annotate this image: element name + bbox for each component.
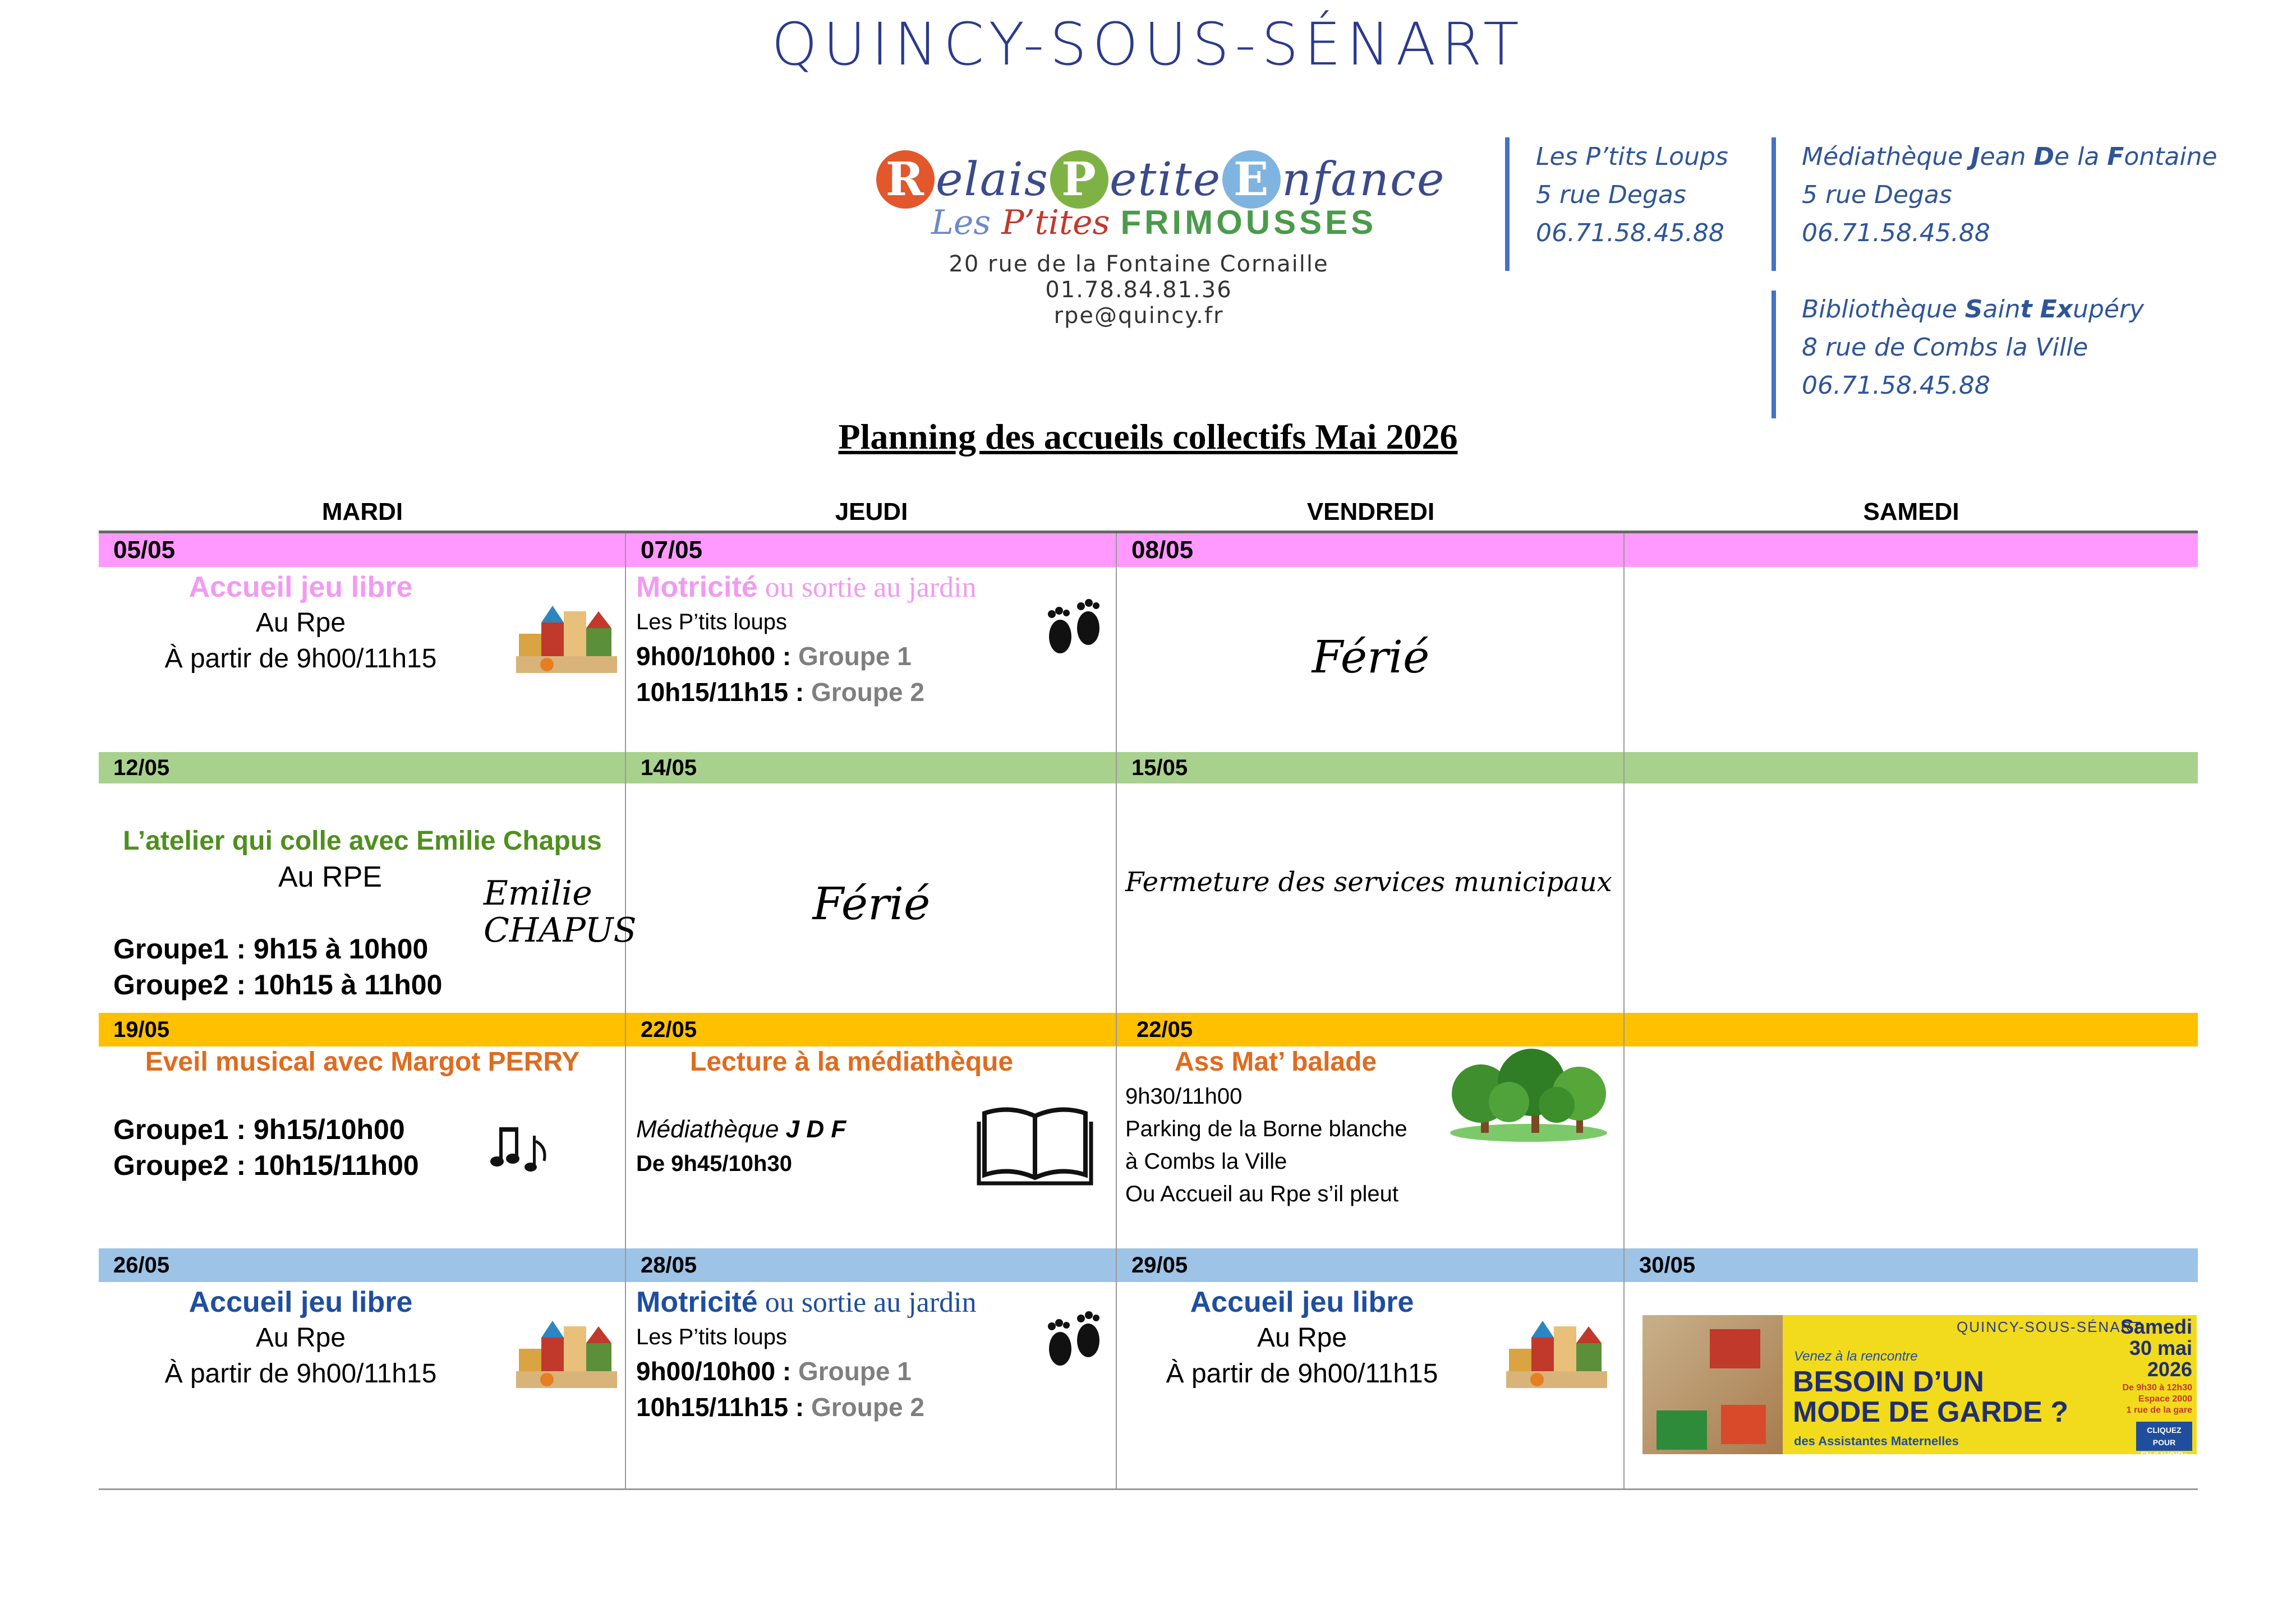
- name-part: Ex: [2040, 295, 2073, 324]
- activity-location: Au RPE: [278, 861, 382, 893]
- date-label: 15/05: [1131, 755, 1188, 780]
- rpe-letter-e: E: [1222, 150, 1281, 209]
- rpe-logo-line1: [875, 150, 1445, 209]
- activity-title: Motricité: [636, 571, 758, 603]
- date-label: 22/05: [641, 1017, 697, 1042]
- blocks-icon: [513, 600, 620, 679]
- banner-date-line: 2026: [2147, 1358, 2192, 1381]
- name-part: Bibliothèque: [1802, 295, 1965, 324]
- blocks-icon: [513, 1315, 620, 1394]
- name-part: S: [1964, 295, 1983, 324]
- banner-date-line: Samedi: [2120, 1315, 2192, 1338]
- contact-address: 8 rue de Combs la Ville: [1802, 333, 2088, 362]
- activity-note: Ou Accueil au Rpe s’il pleut: [1125, 1182, 1398, 1206]
- activity-time: De 9h45/10h30: [636, 1151, 792, 1176]
- activity-place: à Combs la Ville: [1125, 1149, 1287, 1174]
- group-label: Groupe 1: [791, 642, 912, 671]
- blocks-icon: [1503, 1315, 1610, 1394]
- time-slot: 10h15/11h15 :: [636, 677, 804, 707]
- name-part: t: [2020, 295, 2032, 324]
- column-header-vendredi: VENDREDI: [1306, 498, 1435, 525]
- column-header-jeudi: JEUDI: [835, 498, 908, 525]
- group-label: Groupe 2: [804, 677, 924, 707]
- logo-line: Emilie: [484, 874, 592, 913]
- time-slot: 9h00/10h00 :: [636, 1357, 792, 1386]
- activity-title: Accueil jeu libre: [188, 571, 413, 603]
- activity-title: Lecture à la médiathèque: [690, 1047, 1014, 1077]
- group-slot: Groupe2 : 10h15 à 11h00: [113, 969, 443, 1000]
- rpe-phone: 01.78.84.81.36: [1045, 277, 1232, 303]
- banner-block: [1721, 1405, 1766, 1444]
- activity-title: Accueil jeu libre: [1190, 1286, 1414, 1318]
- cell-accueil-jeu-libre: [99, 1284, 503, 1392]
- music-notes-icon: [488, 1124, 555, 1175]
- banner-headline-line: MODE DE GARDE ?: [1793, 1396, 2069, 1428]
- banner-block: [1710, 1329, 1760, 1368]
- date-label: 07/05: [641, 536, 703, 564]
- activity-title: Accueil jeu libre: [188, 1286, 413, 1318]
- contact-address: 5 rue Degas: [1802, 181, 1952, 209]
- grid-line: [99, 1488, 2198, 1490]
- activity-title: Ass Mat’ balade: [1175, 1047, 1377, 1077]
- banner-cta-line: EN SAVOIR+: [2140, 1450, 2188, 1459]
- contact-name: [1802, 138, 2217, 176]
- name-part: ean: [1980, 142, 2034, 171]
- contact-name: Les P’tits Loups: [1536, 142, 1728, 171]
- emilie-chapus-logo: [484, 875, 637, 949]
- banner-date-line: 30 mai: [2129, 1336, 2192, 1359]
- cell-motricite: [636, 1284, 1107, 1425]
- date-label: 14/05: [641, 755, 697, 780]
- activity-location: Les P’tits loups: [636, 1325, 788, 1349]
- name-part: D: [2033, 142, 2055, 171]
- contact-phone: 06.71.58.45.88: [1536, 219, 1724, 247]
- contact-address: 5 rue Degas: [1536, 181, 1686, 209]
- name-part: upéry: [2073, 295, 2145, 324]
- time-slot: 9h00/10h00 :: [636, 642, 792, 671]
- date-label: 12/05: [113, 755, 170, 780]
- cell-accueil-jeu-libre: [1117, 1284, 1487, 1392]
- page-title: Planning des accueils collectifs Mai 2026: [838, 417, 1458, 457]
- open-book-icon: [979, 1108, 1091, 1186]
- fermeture-text: Fermeture des services municipaux: [1125, 866, 1612, 898]
- rpe-email[interactable]: rpe@quincy.fr: [1053, 303, 1224, 329]
- mode-de-garde-banner[interactable]: [1642, 1315, 2197, 1459]
- activity-time: À partir de 9h00/11h15: [164, 644, 437, 674]
- activity-time: À partir de 9h00/11h15: [164, 1359, 437, 1389]
- column-header-mardi: MARDI: [321, 498, 403, 525]
- activity-location: Au Rpe: [255, 1323, 346, 1353]
- name-part: ain: [1982, 295, 2021, 324]
- date-label: 28/05: [641, 1253, 697, 1278]
- ferie-text: Férié: [812, 878, 931, 930]
- activity-time: À partir de 9h00/11h15: [1166, 1359, 1438, 1389]
- date-label: 30/05: [1639, 1253, 1696, 1278]
- date-label: 29/05: [1131, 1253, 1188, 1278]
- column-header-samedi: SAMEDI: [1863, 498, 1959, 525]
- activity-place: Parking de la Borne blanche: [1125, 1117, 1407, 1141]
- group-slot: Groupe1 : 9h15 à 10h00: [113, 933, 429, 965]
- banner-hours: De 9h30 à 12h30: [2122, 1383, 2192, 1393]
- location-abbr: J D F: [785, 1115, 846, 1143]
- contact-name: [1802, 291, 2144, 329]
- activity-location: Les P’tits loups: [636, 610, 788, 634]
- cell-motricite: [636, 569, 1107, 710]
- banner-details: [2091, 1382, 2192, 1416]
- logo-line: CHAPUS: [484, 911, 637, 950]
- name-part: [2032, 295, 2040, 324]
- location-name: Médiathèque: [636, 1115, 786, 1143]
- ferie-text: Férié: [1312, 631, 1430, 683]
- activity-title-rest: ou sortie au jardin: [757, 571, 977, 603]
- contact-divider: [1505, 137, 1510, 271]
- rpe-ptites: P’tites: [1001, 203, 1121, 242]
- footprints-icon: [1041, 597, 1108, 659]
- contact-bibliotheque: [1802, 291, 2144, 405]
- contact-ptits-loups: [1536, 138, 1728, 252]
- footprints-icon: [1041, 1310, 1108, 1371]
- activity-location: Au Rpe: [255, 608, 346, 638]
- group-slot: Groupe2 : 10h15/11h00: [113, 1150, 419, 1181]
- cell-ferie: [626, 878, 1117, 930]
- banner-block: [1657, 1410, 1707, 1450]
- banner-cta-button[interactable]: [2136, 1422, 2192, 1459]
- name-part: J: [1971, 142, 1980, 171]
- activity-title: Eveil musical avec Margot PERRY: [145, 1047, 580, 1077]
- banner-headline-line: BESOIN D’UN: [1793, 1366, 1984, 1398]
- activity-title: L’atelier qui colle avec Emilie Chapus: [123, 826, 602, 856]
- group-slot: Groupe1 : 9h15/10h00: [113, 1114, 405, 1145]
- grid-line: [625, 533, 626, 1490]
- date-label: 19/05: [113, 1017, 170, 1042]
- banner-cta-line: CLIQUEZ POUR: [2147, 1426, 2182, 1447]
- contact-divider: [1772, 137, 1776, 271]
- rpe-letter-p: P: [1050, 150, 1108, 209]
- banner-place: 1 rue de la gare: [2126, 1405, 2192, 1415]
- city-logo: QUINCY-SOUS-SÉNART: [771, 10, 1525, 79]
- name-part: ontaine: [2124, 142, 2217, 171]
- date-label: 05/05: [113, 536, 176, 564]
- name-part: F: [2107, 142, 2124, 171]
- rpe-address: 20 rue de la Fontaine Cornaille: [949, 251, 1329, 277]
- banner-date: [2102, 1316, 2192, 1380]
- cell-ferie: [1117, 631, 1625, 683]
- activity-location: Au Rpe: [1257, 1323, 1347, 1353]
- cell-accueil-jeu-libre: [99, 569, 503, 677]
- name-part: e la: [2054, 142, 2108, 171]
- name-part: Médiathèque: [1802, 142, 1971, 171]
- rpe-frimousses: FRIMOUSSES: [1120, 204, 1377, 241]
- contact-phone: 06.71.58.45.88: [1802, 371, 1990, 400]
- rpe-letter-r: R: [876, 150, 935, 209]
- time-slot: 10h15/11h15 :: [636, 1393, 804, 1422]
- rpe-word-nfance: nfance: [1282, 153, 1446, 206]
- date-label: 26/05: [113, 1253, 170, 1278]
- banner-intro: Venez à la rencontre: [1794, 1349, 1918, 1364]
- cell-fermeture: [1125, 866, 1625, 898]
- group-label: Groupe 2: [804, 1393, 924, 1422]
- rpe-word-elais: elais: [936, 153, 1049, 206]
- contact-phone: 06.71.58.45.88: [1802, 219, 1990, 247]
- date-label: 08/05: [1131, 536, 1194, 564]
- rpe-word-etite: etite: [1109, 153, 1222, 206]
- activity-title-rest: ou sortie au jardin: [757, 1287, 977, 1318]
- contact-divider: [1772, 291, 1776, 418]
- rpe-logo-line2: [931, 203, 1377, 242]
- banner-place: Espace 2000: [2138, 1394, 2192, 1404]
- banner-brand: QUINCY-SOUS-SÉNART: [1957, 1318, 2142, 1335]
- activity-title: Motricité: [636, 1286, 758, 1318]
- date-label: 22/05: [1137, 1017, 1193, 1042]
- activity-time: 9h30/11h00: [1125, 1084, 1243, 1109]
- trees-icon: [1447, 1049, 1610, 1144]
- contact-mediatheque: [1802, 138, 2217, 252]
- banner-sub: des Assistantes Maternelles: [1794, 1434, 1959, 1448]
- banner-headline: [1793, 1367, 2068, 1427]
- group-label: Groupe 1: [791, 1357, 912, 1386]
- rpe-les: Les: [931, 203, 1002, 242]
